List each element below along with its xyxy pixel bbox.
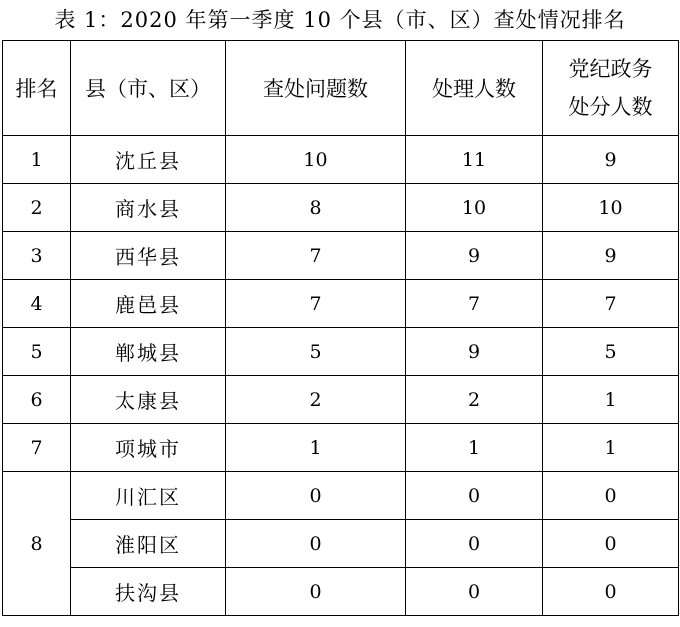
header-county: 县（市、区） bbox=[71, 41, 226, 136]
rank-cell: 3 bbox=[3, 232, 71, 280]
party-cell: 0 bbox=[543, 568, 679, 616]
party-cell: 0 bbox=[543, 472, 679, 520]
cases-cell: 5 bbox=[226, 328, 406, 376]
county-cell: 郸城县 bbox=[71, 328, 226, 376]
party-cell: 1 bbox=[543, 376, 679, 424]
county-cell: 川汇区 bbox=[71, 472, 226, 520]
rank-cell: 2 bbox=[3, 184, 71, 232]
rank-cell: 6 bbox=[3, 376, 71, 424]
county-cell: 扶沟县 bbox=[71, 568, 226, 616]
table-row bbox=[3, 472, 679, 520]
rank-cell: 7 bbox=[3, 424, 71, 472]
handled-cell: 0 bbox=[406, 472, 543, 520]
rank-cell-merged: 8 bbox=[3, 472, 71, 616]
cases-cell: 2 bbox=[226, 376, 406, 424]
county-cell: 太康县 bbox=[71, 376, 226, 424]
handled-cell: 2 bbox=[406, 376, 543, 424]
header-cases: 查处问题数 bbox=[226, 41, 406, 136]
county-cell: 西华县 bbox=[71, 232, 226, 280]
cases-cell: 10 bbox=[226, 136, 406, 184]
handled-cell: 9 bbox=[406, 328, 543, 376]
header-party-discipline bbox=[543, 41, 679, 136]
handled-cell: 0 bbox=[406, 520, 543, 568]
table-row bbox=[3, 184, 679, 232]
county-cell: 项城市 bbox=[71, 424, 226, 472]
header-party-line2: 处分人数 bbox=[568, 95, 653, 119]
party-cell: 10 bbox=[543, 184, 679, 232]
table-row bbox=[3, 280, 679, 328]
cases-cell: 8 bbox=[226, 184, 406, 232]
handled-cell: 0 bbox=[406, 568, 543, 616]
cases-cell: 1 bbox=[226, 424, 406, 472]
party-cell: 9 bbox=[543, 136, 679, 184]
cases-cell: 0 bbox=[226, 520, 406, 568]
county-cell: 沈丘县 bbox=[71, 136, 226, 184]
table-row bbox=[3, 568, 679, 616]
table-row bbox=[3, 232, 679, 280]
cases-cell: 7 bbox=[226, 232, 406, 280]
rank-cell: 1 bbox=[3, 136, 71, 184]
cases-cell: 0 bbox=[226, 472, 406, 520]
handled-cell: 1 bbox=[406, 424, 543, 472]
table-row bbox=[3, 136, 679, 184]
handled-cell: 7 bbox=[406, 280, 543, 328]
table-caption: 表 1：2020 年第一季度 10 个县（市、区）查处情况排名 bbox=[54, 8, 626, 32]
county-cell: 淮阳区 bbox=[71, 520, 226, 568]
header-party-line1: 党纪政务 bbox=[568, 57, 653, 81]
cases-cell: 0 bbox=[226, 568, 406, 616]
party-cell: 1 bbox=[543, 424, 679, 472]
party-cell: 9 bbox=[543, 232, 679, 280]
rank-cell: 5 bbox=[3, 328, 71, 376]
party-cell: 0 bbox=[543, 520, 679, 568]
handled-cell: 11 bbox=[406, 136, 543, 184]
county-cell: 鹿邑县 bbox=[71, 280, 226, 328]
party-cell: 5 bbox=[543, 328, 679, 376]
party-cell: 7 bbox=[543, 280, 679, 328]
cases-cell: 7 bbox=[226, 280, 406, 328]
rank-cell: 4 bbox=[3, 280, 71, 328]
county-cell: 商水县 bbox=[71, 184, 226, 232]
header-rank: 排名 bbox=[3, 41, 71, 136]
table-row bbox=[3, 328, 679, 376]
ranking-table bbox=[2, 40, 679, 616]
handled-cell: 9 bbox=[406, 232, 543, 280]
handled-cell: 10 bbox=[406, 184, 543, 232]
header-handled: 处理人数 bbox=[406, 41, 543, 136]
table-row bbox=[3, 520, 679, 568]
table-header-row bbox=[3, 41, 679, 136]
table-row bbox=[3, 424, 679, 472]
table-row bbox=[3, 376, 679, 424]
